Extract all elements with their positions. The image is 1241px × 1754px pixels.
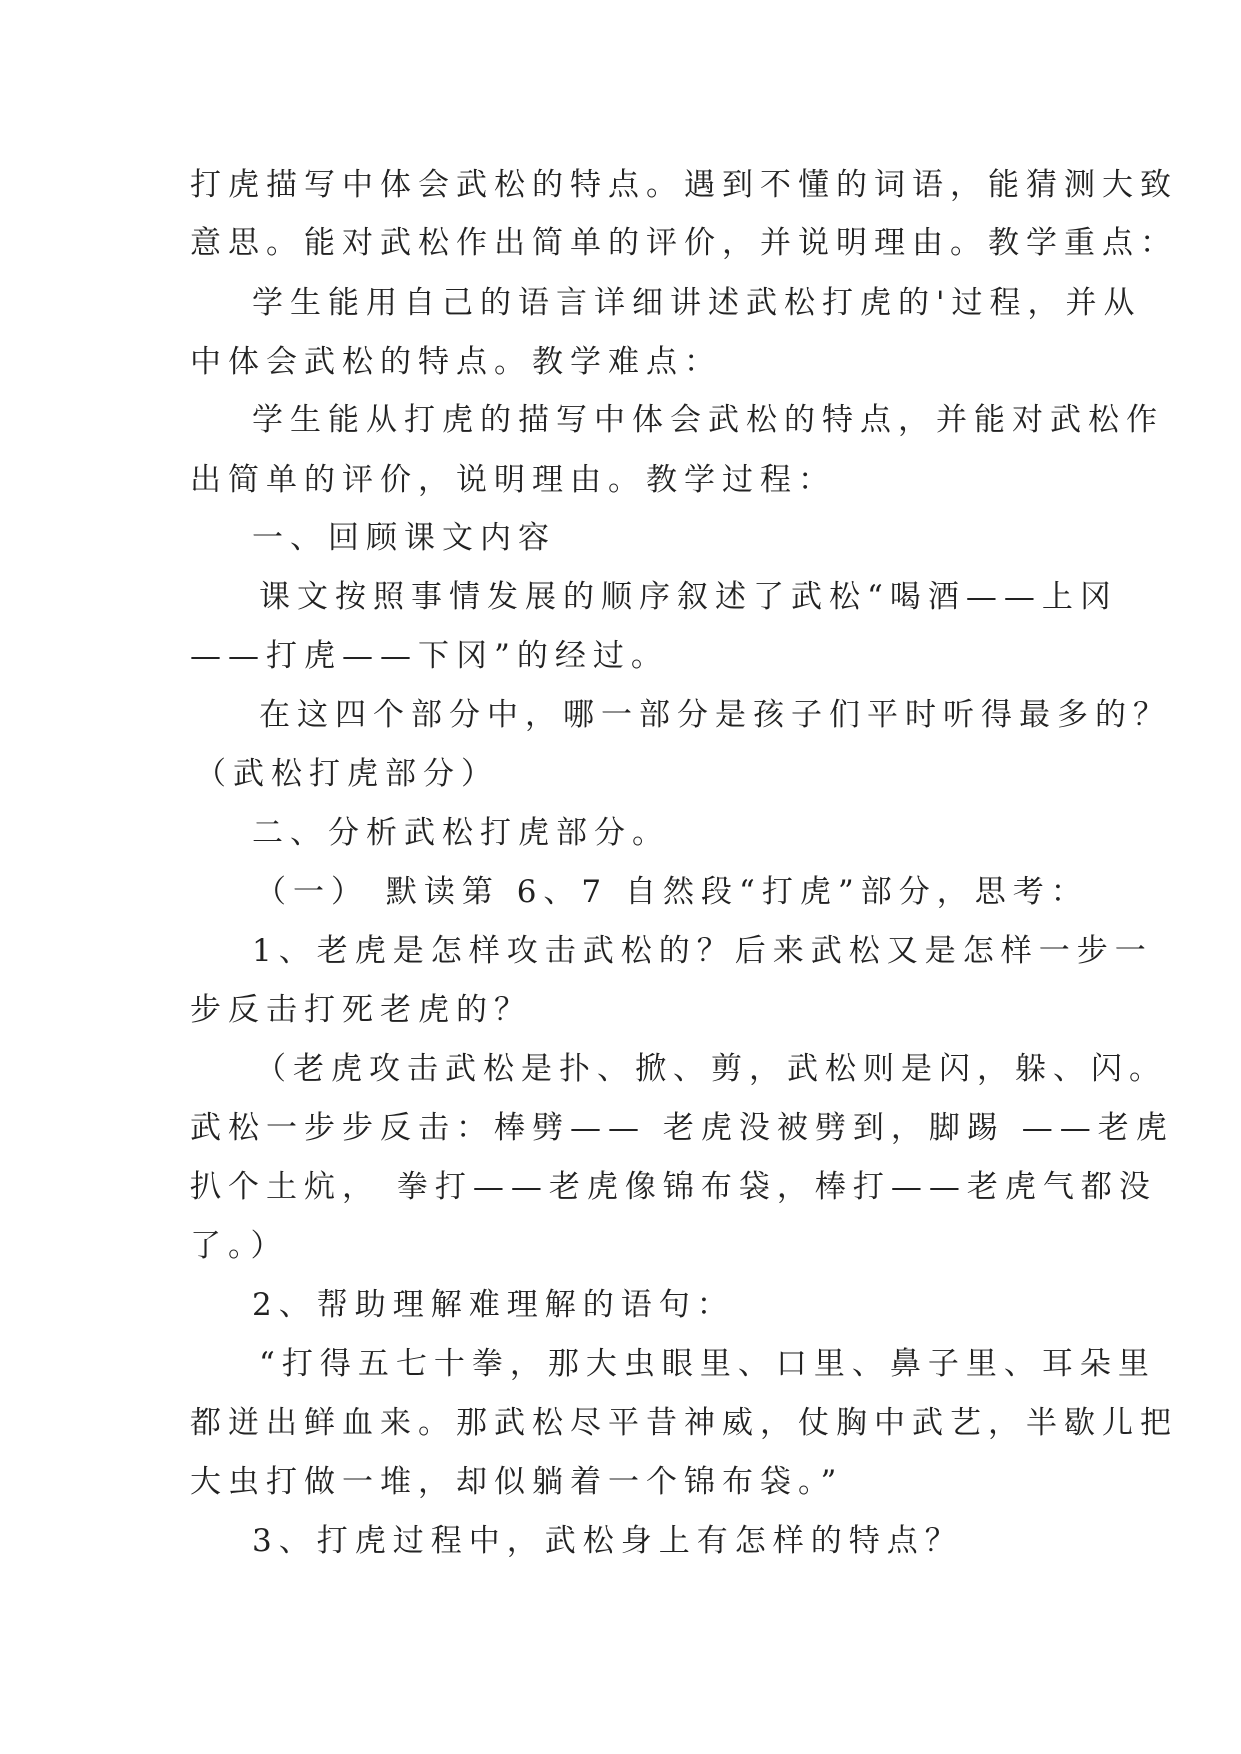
- text-line: 2、帮助理解难理解的语句：: [252, 1287, 735, 1323]
- text-line: 大虫打做一堆，却似躺着一个锦布袋。”: [190, 1464, 844, 1500]
- section-heading: 二、分析武松打虎部分。: [252, 815, 670, 851]
- text-line: “打得五七十拳，那大虫眼里、口里、鼻子里、耳朵里: [259, 1346, 1156, 1382]
- text-line: 扒个土炕， 拳打——老虎像锦布袋，棒打——老虎气都没: [190, 1169, 1157, 1205]
- text-line: 中体会武松的特点。教学难点：: [190, 344, 722, 380]
- text-line: 步反击打死老虎的？: [190, 992, 532, 1028]
- text-line: ——打虎——下冈”的经过。: [190, 638, 669, 674]
- text-line: 在这四个部分中，哪一部分是孩子们平时听得最多的？: [259, 697, 1171, 733]
- text-line: （武松打虎部分）: [195, 756, 499, 792]
- text-line: 课文按照事情发展的顺序叙述了武松“喝酒——上冈: [259, 579, 1118, 615]
- text-line: 打虎描写中体会武松的特点。遇到不懂的词语，能猜测大致: [190, 167, 1178, 203]
- text-line: 1、老虎是怎样攻击武松的？后来武松又是怎样一步一: [252, 933, 1153, 969]
- section-heading: 一、回顾课文内容: [252, 520, 556, 556]
- text-line: 武松一步步反击：棒劈—— 老虎没被劈到，脚踢 ——老虎: [190, 1110, 1174, 1146]
- text-line: 出简单的评价，说明理由。教学过程：: [190, 462, 836, 498]
- text-line: 都迸出鲜血来。那武松尽平昔神威，仗胸中武艺，半歇儿把: [190, 1405, 1178, 1441]
- text-line: （一） 默读第 6、7 自然段“打虎”部分，思考：: [255, 874, 1089, 910]
- text-line: 3、打虎过程中，武松身上有怎样的特点？: [252, 1523, 963, 1559]
- text-line: 学生能用自己的语言详细讲述武松打虎的'过程，并从: [252, 285, 1142, 321]
- text-line: （老虎攻击武松是扑、掀、剪，武松则是闪，躲、闪。: [255, 1051, 1167, 1087]
- text-line: 意思。能对武松作出简单的评价，并说明理由。教学重点：: [190, 225, 1178, 261]
- text-line: 了。）: [190, 1228, 289, 1264]
- text-line: 学生能从打虎的描写中体会武松的特点，并能对武松作: [252, 402, 1164, 438]
